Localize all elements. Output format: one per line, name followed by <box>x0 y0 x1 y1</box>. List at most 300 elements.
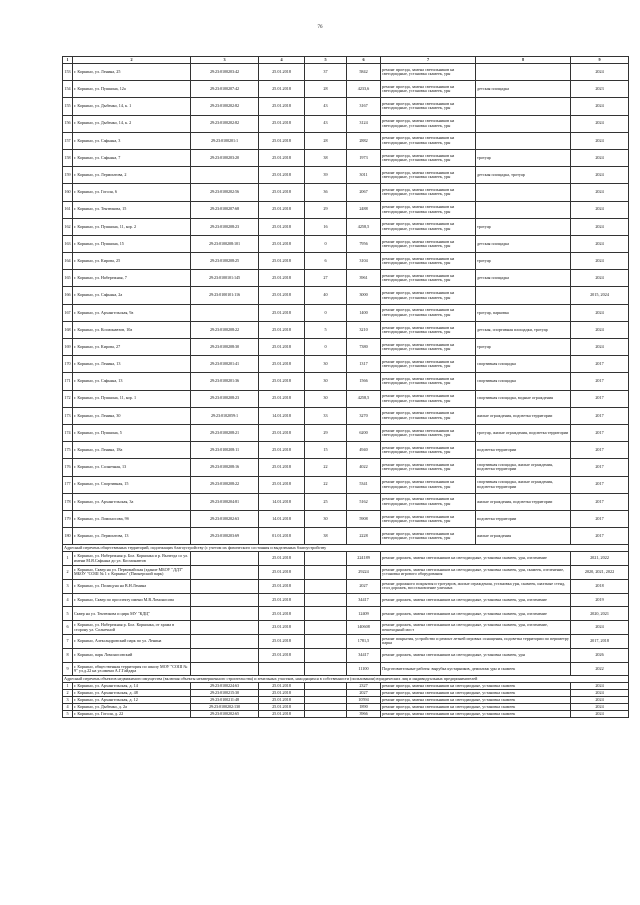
area-cell: 4022 <box>347 459 381 476</box>
year-cell: 2024 <box>571 132 629 149</box>
date-cell: 25.01.2018 <box>259 356 305 373</box>
address-cell: г. Коркино, ул. Пушкина, 15 <box>73 235 191 252</box>
address-cell: г. Коркино, ул. Пушкина, 11, кор. 1 <box>73 390 191 407</box>
year-cell: 2024 <box>571 218 629 235</box>
row-number: 1 <box>63 552 73 566</box>
table-row <box>63 356 629 373</box>
works-cell: ремонт проезда, замена светильников на светодиодные, установка скамеек, урн <box>381 476 476 493</box>
count-cell: 36 <box>305 184 347 201</box>
date-cell: 25.01.2018 <box>259 149 305 166</box>
row-number: 163 <box>63 235 73 252</box>
additional-works-cell: жилые ограждения, подсветка территории <box>476 493 571 510</box>
area-cell: 2027 <box>347 690 381 697</box>
date-cell: 25.01.2018 <box>259 304 305 321</box>
cadastral-number-cell: 29:23:0100202:130 <box>191 704 259 711</box>
table-row <box>63 167 629 184</box>
area-cell: 2488 <box>347 201 381 218</box>
year-cell: 2024 <box>571 711 629 718</box>
cadastral-number-cell: 29:23:0100208:25 <box>191 253 259 270</box>
year-cell: 2024 <box>571 304 629 321</box>
column-number: 1 <box>63 57 73 64</box>
address-cell: г. Коркино, Сквер по проспекту имени М.В.Ломоносова <box>73 593 191 607</box>
cadastral-number-cell: 29:23:0100215:30 <box>191 690 259 697</box>
year-cell: 2024 <box>571 621 629 635</box>
count-cell: 29 <box>305 424 347 441</box>
count-cell: 0 <box>305 235 347 252</box>
area-cell: 3270 <box>347 407 381 424</box>
address-cell: г. Коркино, ул. Сафьяна, 2а <box>73 287 191 304</box>
table-row <box>63 552 629 566</box>
table-row <box>63 711 629 718</box>
additional-works-cell: детская площадка <box>476 270 571 287</box>
year-cell: 2024 <box>571 235 629 252</box>
additional-works-cell <box>476 201 571 218</box>
row-number: 180 <box>63 528 73 545</box>
row-number: 158 <box>63 149 73 166</box>
works-cell: ремонт проезда, замена светильников на светодиодные, установка скамеек, урн <box>381 493 476 510</box>
cadastral-number-cell: 29:23:0100202:65 <box>191 711 259 718</box>
count-cell: 37 <box>305 64 347 81</box>
date-cell: 25.01.2018 <box>259 115 305 132</box>
address-cell: г. Коркино, ул. Архангельская, 3а <box>73 493 191 510</box>
address-cell: г. Коркино, ул. Кирова, 27 <box>73 339 191 356</box>
year-cell: 2017, 2018 <box>571 635 629 649</box>
date-cell: 01.01.2018 <box>259 528 305 545</box>
row-number: 2 <box>63 566 73 580</box>
row-number: 161 <box>63 201 73 218</box>
date-cell: 23.01.2018 <box>259 621 305 635</box>
works-cell: ремонт проезда, замена светильников на светодиодные, установка скамеек, урн <box>381 201 476 218</box>
row-number: 164 <box>63 253 73 270</box>
date-cell: 25.01.2018 <box>259 697 305 704</box>
works-cell: ремонт дорожек, замена светильников на светодиодные, установка скамеек, урн, озеленение <box>381 607 571 621</box>
row-number: 153 <box>63 64 73 81</box>
section-title: Адресный перечень объектов недвижимого имущества (включая объекты незавершенного строительства) и земельных участков, находящихся в собственности (пользовании) юридических лиц и индивидуальных предпринимателей <box>63 676 629 683</box>
count-cell: 15 <box>305 442 347 459</box>
additional-works-cell: спортивная площадка <box>476 356 571 373</box>
date-cell: 25.01.2018 <box>259 690 305 697</box>
cadastral-number-cell <box>191 593 259 607</box>
address-cell: г. Коркино, ул. Ленина, 25 <box>73 64 191 81</box>
count-cell: 38 <box>305 528 347 545</box>
works-cell: ремонт проезда, замена светильников на светодиодные, установка скамеек <box>381 697 571 704</box>
date-cell: 25.01.2018 <box>259 201 305 218</box>
cadastral-number-cell <box>191 566 259 580</box>
area-cell: 2067 <box>347 184 381 201</box>
count-cell: 28 <box>305 132 347 149</box>
area-cell: 2228 <box>347 528 381 545</box>
row-number: 169 <box>63 339 73 356</box>
table-row <box>63 566 629 580</box>
cadastral-number-cell: 29:23:0100208:101 <box>191 235 259 252</box>
works-cell: ремонт проезда, замена светильников на светодиодные, установка скамеек, урн <box>381 510 476 527</box>
cadastral-number-cell: 29:23:0100208:22 <box>191 321 259 338</box>
date-cell: 25.01.2018 <box>259 235 305 252</box>
year-cell: 2017 <box>571 442 629 459</box>
additional-works-cell <box>476 132 571 149</box>
cadastral-number-cell: 29:23:0100101:116 <box>191 287 259 304</box>
additional-works-cell <box>476 287 571 304</box>
address-cell: г. Коркино, ул. Пушкина, 11, кор. 2 <box>73 218 191 235</box>
table-row <box>63 690 629 697</box>
area-cell: 5908 <box>347 510 381 527</box>
address-cell: г. Коркино, ул. Ленина, 30 <box>73 407 191 424</box>
row-number: 178 <box>63 493 73 510</box>
area-cell: 1566 <box>347 373 381 390</box>
address-cell: г. Коркино, ул. Набережная, 7 <box>73 270 191 287</box>
row-number: 175 <box>63 442 73 459</box>
count-cell: 43 <box>305 115 347 132</box>
works-cell: ремонт проезда, замена светильников на светодиодные, установка скамеек, урн <box>381 442 476 459</box>
table-row <box>63 64 629 81</box>
date-cell: 25.01.2018 <box>259 635 305 649</box>
cadastral-number-cell: 29:23:0100208:22 <box>191 476 259 493</box>
address-cell: г. Коркино, ул. Солнечная, 13 <box>73 459 191 476</box>
cadastral-number-cell: 29:23:0100208:30 <box>191 339 259 356</box>
row-number: 4 <box>63 593 73 607</box>
row-number: 6 <box>63 621 73 635</box>
additional-works-cell: жилые ограждения <box>476 528 571 545</box>
year-cell: 2020, 2021, 2022 <box>571 566 629 580</box>
cadastral-number-cell: 29:23:0100201:1 <box>191 132 259 149</box>
count-cell: 0 <box>305 304 347 321</box>
count-cell: 40 <box>305 287 347 304</box>
year-cell: 2017 <box>571 407 629 424</box>
additional-works-cell: тротуар, жилые ограждения, подсветка территории <box>476 424 571 441</box>
area-cell: 3011 <box>347 167 381 184</box>
count-cell: 6 <box>305 253 347 270</box>
area-cell: 10594 <box>347 697 381 704</box>
row-number: 1 <box>63 683 73 690</box>
works-cell: ремонт проезда, замена светильников на светодиодные, установка скамеек, урн <box>381 270 476 287</box>
table-row <box>63 593 629 607</box>
column-number: 7 <box>381 57 476 64</box>
works-cell: Подготовительные работы: вырубка кустарников, демонтаж урн и скамеек <box>381 662 571 676</box>
address-cell: г. Коркино, парк Ломоносовский <box>73 648 191 662</box>
address-cell: г. Коркино, общественная территория по школу МОУ "СОШ № 9" ул.д.22 на ул.имени А.Г.Гайдара <box>73 662 191 676</box>
works-cell: ремонт проезда, замена светильников на светодиодные, установка скамеек, урн <box>381 424 476 441</box>
address-cell: г. Коркино, ул. Дыбенко, 14, к. 2 <box>73 115 191 132</box>
area-cell: 2027 <box>347 579 381 593</box>
year-cell: 2024 <box>571 690 629 697</box>
date-cell: 25.01.2018 <box>259 579 305 593</box>
count-cell: 30 <box>305 390 347 407</box>
cadastral-number-cell: 29:23:0100202:63 <box>191 510 259 527</box>
date-cell: 25.01.2018 <box>259 253 305 270</box>
date-cell: 25.01.2018 <box>259 607 305 621</box>
area-cell: 5341 <box>347 476 381 493</box>
count-cell: 30 <box>305 373 347 390</box>
address-cell: г. Коркино, ул. Гоголя, д. 22 <box>73 711 191 718</box>
year-cell: 2024 <box>571 115 629 132</box>
column-number: 4 <box>259 57 305 64</box>
count-cell: 30 <box>305 510 347 527</box>
date-cell: 25.01.2018 <box>259 373 305 390</box>
works-cell: ремонт проезда, замена светильников на светодиодные, установка скамеек, урн <box>381 167 476 184</box>
cadastral-number-cell: 29:23:0100204:81 <box>191 493 259 510</box>
count-cell <box>305 648 347 662</box>
cadastral-number-cell: 29:23:0100208:16 <box>191 459 259 476</box>
year-cell: 2020, 2021 <box>571 607 629 621</box>
table-row <box>63 304 629 321</box>
area-cell: 2327 <box>347 683 381 690</box>
cadastral-number-cell: 29:23:0100203:69 <box>191 528 259 545</box>
area-cell: 3961 <box>347 270 381 287</box>
cadastral-number-cell: 29:23:0100211:48 <box>191 697 259 704</box>
cadastral-number-cell <box>191 662 259 676</box>
additional-works-cell <box>476 98 571 115</box>
count-cell <box>305 662 347 676</box>
year-cell: 2024 <box>571 321 629 338</box>
year-cell: 2019 <box>571 593 629 607</box>
date-cell: 25.01.2018 <box>259 424 305 441</box>
cadastral-number-cell: 29:23:0100202:82 <box>191 98 259 115</box>
cadastral-number-cell: 29:23:0100207:42 <box>191 81 259 98</box>
area-cell: 3124 <box>347 115 381 132</box>
address-cell: г. Коркино, ул. Лермонтова, 13 <box>73 528 191 545</box>
table-row <box>63 579 629 593</box>
row-number: 156 <box>63 115 73 132</box>
address-cell: г. Коркино, ул. Пушкина, 5 <box>73 424 191 441</box>
cadastral-number-cell: 29:23:0100203:20 <box>191 149 259 166</box>
row-number: 173 <box>63 407 73 424</box>
year-cell: 2026 <box>571 648 629 662</box>
additional-works-cell: детская площадка <box>476 235 571 252</box>
table-row <box>63 235 629 252</box>
count-cell: 5 <box>305 321 347 338</box>
works-cell: ремонт проезда, замена светильников на светодиодные, установка скамеек, урн <box>381 253 476 270</box>
additional-works-cell: спортивная площадка, жилые ограждения, подсветка территории <box>476 459 571 476</box>
count-cell <box>305 621 347 635</box>
cadastral-number-cell: 29:23:0100101:145 <box>191 270 259 287</box>
area-cell: 5162 <box>347 493 381 510</box>
works-cell: ремонт проезда, замена светильников на светодиодные, установка скамеек, урн <box>381 98 476 115</box>
year-cell: 2017 <box>571 528 629 545</box>
cadastral-number-cell: 29:23:0100208:21 <box>191 424 259 441</box>
address-cell: г. Коркино, ул. Пушкина, 12а <box>73 81 191 98</box>
count-cell: 30 <box>305 356 347 373</box>
area-cell: 4233,6 <box>347 81 381 98</box>
table-row <box>63 218 629 235</box>
cadastral-number-cell: 29:23:0100208:23 <box>191 390 259 407</box>
count-cell <box>305 635 347 649</box>
works-cell: ремонт дорожек, замена светильников на светодиодные, установка скамеек, урн, озеленение <box>381 552 571 566</box>
year-cell: 2024 <box>571 683 629 690</box>
row-number: 165 <box>63 270 73 287</box>
count-cell <box>305 552 347 566</box>
area-cell: 2882 <box>347 132 381 149</box>
area-cell: 3000 <box>347 287 381 304</box>
column-number: 3 <box>191 57 259 64</box>
works-cell: ремонт дорожек, замена светильников на светодиодные, установка скамеек, урн, озеленение <box>381 593 571 607</box>
address-cell: г. Коркино, ул. Архангельская, 9а <box>73 304 191 321</box>
area-cell: 4258,5 <box>347 218 381 235</box>
row-number: 4 <box>63 704 73 711</box>
additional-works-cell: жилые ограждения, подсветка территории <box>476 407 571 424</box>
page-number: 76 <box>317 25 323 30</box>
year-cell: 2015, 2024 <box>571 287 629 304</box>
table-row <box>63 184 629 201</box>
row-number: 159 <box>63 167 73 184</box>
address-cell: г. Коркино, ул. Ломоносова, 9б <box>73 510 191 527</box>
area-cell: 3104 <box>347 253 381 270</box>
cadastral-number-cell <box>191 167 259 184</box>
year-cell: 2024 <box>571 201 629 218</box>
additional-works-cell: тротуар <box>476 253 571 270</box>
row-number: 172 <box>63 390 73 407</box>
cadastral-number-cell <box>191 304 259 321</box>
works-cell: ремонт проезда, замена светильников на светодиодные, установка скамеек, урн <box>381 218 476 235</box>
year-cell: 2024 <box>571 253 629 270</box>
additional-works-cell: подсветка территории <box>476 442 571 459</box>
date-cell: 25.01.2018 <box>259 593 305 607</box>
year-cell: 2018 <box>571 579 629 593</box>
address-cell: г. Коркино, ул. Набережная р. Бол. Коркинка и р. Вычегда со ул. имени М.Я.Сафьяна до ул. Космонавтов <box>73 552 191 566</box>
row-number: 168 <box>63 321 73 338</box>
works-cell: ремонт проезда, замена светильников на светодиодные, установка скамеек, урн <box>381 356 476 373</box>
count-cell: 43 <box>305 98 347 115</box>
year-cell: 2017 <box>571 390 629 407</box>
works-cell: ремонт проезда, замена светильников на светодиодные, установка скамеек, урн <box>381 64 476 81</box>
address-cell: г. Коркино, Сквер на ул. Первомайская (здание МБОУ "ДДТ" МБОУ "СОШ № 1 г. Коркино" (Пионерский парк) <box>73 566 191 580</box>
table-row <box>63 424 629 441</box>
count-cell <box>305 697 347 704</box>
works-cell: ремонт покрытия, устройство и ремонт летней игровых оснащения, подсветка территории по периметру парка <box>381 635 571 649</box>
area-cell: 1781,5 <box>347 635 381 649</box>
row-number: 176 <box>63 459 73 476</box>
area-cell: 224189 <box>347 552 381 566</box>
address-cell: г. Коркино, ул. Архангельская, д. 14 <box>73 683 191 690</box>
works-cell: ремонт проезда, замена светильников на светодиодные, установка скамеек, урн <box>381 81 476 98</box>
additional-works-cell: спортивная площадка, жилые ограждения, подсветка территории <box>476 476 571 493</box>
date-cell: 25.01.2018 <box>259 711 305 718</box>
works-cell: ремонт проезда, замена светильников на светодиодные, установка скамеек, урн <box>381 235 476 252</box>
year-cell: 2024 <box>571 270 629 287</box>
date-cell: 25.01.2018 <box>259 339 305 356</box>
date-cell: 14.01.2018 <box>259 510 305 527</box>
date-cell: 25.01.2018 <box>259 683 305 690</box>
works-cell: ремонт дорожек, замена светильников на светодиодные, установка скамеек, урн <box>381 648 571 662</box>
address-cell: г. Коркино, ул. Полицуна на В.Н.Ленина <box>73 579 191 593</box>
table-row <box>63 115 629 132</box>
year-cell: 2021, 2022 <box>571 552 629 566</box>
date-cell: 25.01.2018 <box>259 81 305 98</box>
works-cell: ремонт проезда, замена светильников на светодиодные, установка скамеек, урн <box>381 390 476 407</box>
row-number: 9 <box>63 662 73 676</box>
year-cell: 2017 <box>571 373 629 390</box>
additional-works-cell: спортивная площадка, водные ограждения <box>476 390 571 407</box>
date-cell: 25.01.2018 <box>259 184 305 201</box>
row-number: 154 <box>63 81 73 98</box>
date-cell: 25.01.2018 <box>259 98 305 115</box>
row-number: 8 <box>63 648 73 662</box>
year-cell: 2017 <box>571 510 629 527</box>
date-cell: 25.01.2018 <box>259 218 305 235</box>
row-number: 170 <box>63 356 73 373</box>
date-cell: 25.01.2018 <box>259 648 305 662</box>
address-cell: г. Коркино, ул. Космонавтов, 10а <box>73 321 191 338</box>
table-row <box>63 98 629 115</box>
cadastral-number-cell: 29:23:0100208:23 <box>191 218 259 235</box>
section-title: Адресный перечень общественных территорий, подлежащих благоустройству (с учетом их физического состояния и выделенных благоустройству <box>63 545 629 552</box>
date-cell: 25.01.2018 <box>259 132 305 149</box>
year-cell: 2024 <box>571 167 629 184</box>
cadastral-number-cell: 29:23:0100203:42 <box>191 64 259 81</box>
table-row <box>63 459 629 476</box>
address-cell: г. Коркино, ул. Спортивная, 15 <box>73 476 191 493</box>
count-cell <box>305 593 347 607</box>
table-row <box>63 270 629 287</box>
works-cell: ремонт дорожек, замена светильников на светодиодные, установка скамеек, урн, скамеек, озеленение, установка игрового оборудования <box>381 566 571 580</box>
additional-works-cell <box>476 115 571 132</box>
table-row <box>63 390 629 407</box>
area-cell: 1400 <box>347 304 381 321</box>
works-cell: ремонт проезда, замена светильников на светодиодные, установка скамеек, урн <box>381 459 476 476</box>
year-cell: 2024 <box>571 704 629 711</box>
row-number: 177 <box>63 476 73 493</box>
area-cell: 5842 <box>347 64 381 81</box>
table-row <box>63 704 629 711</box>
improvement-table <box>62 56 629 718</box>
works-cell: ремонт проезда, замена светильников на светодиодные, установка скамеек, урн <box>381 339 476 356</box>
cadastral-number-cell <box>191 607 259 621</box>
column-number: 5 <box>305 57 347 64</box>
additional-works-cell: подсветка территории <box>476 510 571 527</box>
table-row <box>63 287 629 304</box>
table-row <box>63 373 629 390</box>
address-cell: г. Коркино, ул. Дыбенко, 14, к. 1 <box>73 98 191 115</box>
table-row <box>63 621 629 635</box>
cadastral-number-cell: 29:23:0100202:56 <box>191 184 259 201</box>
works-cell: ремонт дорожек, замена светильников на светодиодные, установка скамеек, урн, озеленение, пешеходный мост <box>381 621 571 635</box>
address-cell: г. Коркино, Александровский парк по ул. Ленина <box>73 635 191 649</box>
year-cell: 2017 <box>571 493 629 510</box>
works-cell: ремонт проезда, замена светильников на светодиодные, установка скамеек, урн <box>381 287 476 304</box>
row-number: 2 <box>63 690 73 697</box>
cadastral-number-cell: 29:23:0100207:68 <box>191 201 259 218</box>
year-cell: 2023 <box>571 81 629 98</box>
count-cell: 29 <box>305 201 347 218</box>
address-cell: г. Коркино, ул. Сафьяна, 3 <box>73 132 191 149</box>
date-cell: 25.01.2018 <box>259 270 305 287</box>
date-cell: 25.01.2018 <box>259 64 305 81</box>
date-cell: 25.01.2018 <box>259 287 305 304</box>
table-row <box>63 493 629 510</box>
additional-works-cell <box>476 184 571 201</box>
row-number: 5 <box>63 711 73 718</box>
additional-works-cell: детская площадка <box>476 81 571 98</box>
count-cell <box>305 579 347 593</box>
address-cell: г. Коркино, ул. Гоголя, 6 <box>73 184 191 201</box>
year-cell: 2024 <box>571 184 629 201</box>
address-cell: г. Коркино, ул. Ленина, 18а <box>73 442 191 459</box>
table-row <box>63 339 629 356</box>
row-number: 174 <box>63 424 73 441</box>
area-cell: 29224 <box>347 566 381 580</box>
count-cell: 33 <box>305 407 347 424</box>
column-number: 6 <box>347 57 381 64</box>
area-cell: 1890 <box>347 704 381 711</box>
area-cell: 6200 <box>347 424 381 441</box>
cadastral-number-cell <box>191 552 259 566</box>
date-cell: 25.01.2018 <box>259 704 305 711</box>
additional-works-cell: тротуар <box>476 339 571 356</box>
table-row <box>63 442 629 459</box>
date-cell: 14.01.2018 <box>259 407 305 424</box>
area-cell: 7380 <box>347 339 381 356</box>
area-cell: 1317 <box>347 356 381 373</box>
count-cell: 27 <box>305 270 347 287</box>
